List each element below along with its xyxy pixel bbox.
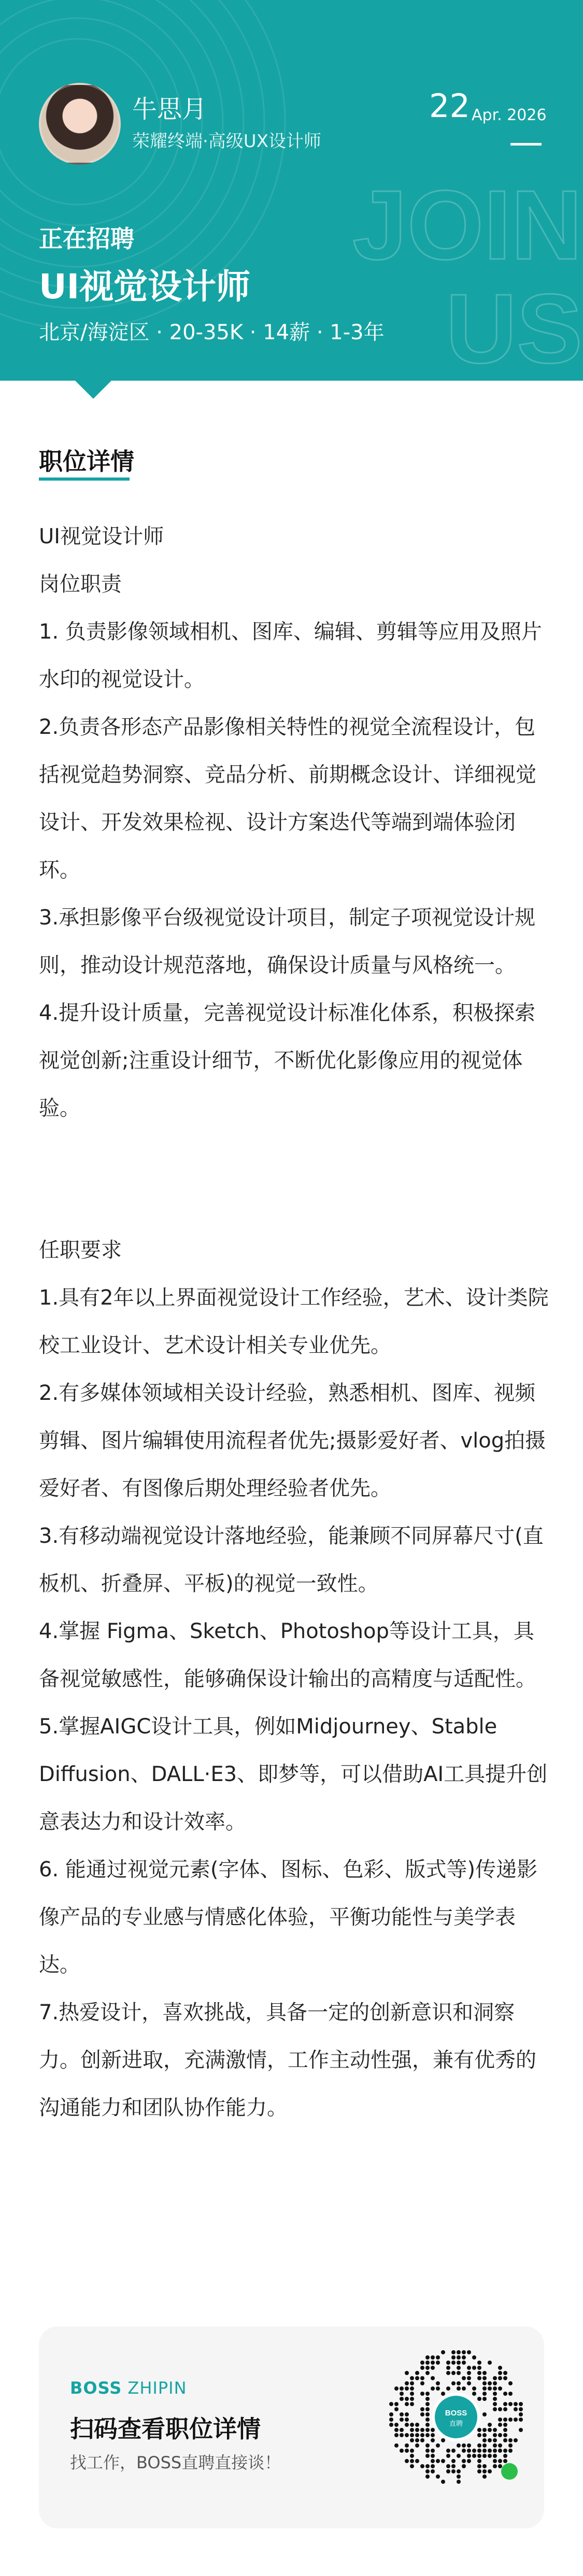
qr-dot xyxy=(493,2459,497,2463)
qr-dot xyxy=(420,2464,424,2468)
qr-dot xyxy=(420,2392,424,2396)
qr-dot xyxy=(420,2412,424,2416)
qr-dot xyxy=(451,2361,456,2365)
qr-dot xyxy=(410,2423,414,2427)
qr-dot xyxy=(446,2449,450,2453)
qr-dot xyxy=(457,2355,461,2360)
qr-dot xyxy=(425,2361,430,2365)
qr-dot xyxy=(488,2428,492,2432)
qr-dot xyxy=(498,2376,502,2380)
qr-dot xyxy=(410,2449,414,2453)
qr-dot xyxy=(503,2402,507,2406)
qr-dot xyxy=(405,2423,409,2427)
qr-dot xyxy=(425,2464,430,2468)
qr-center-label-sub: 直聘 xyxy=(449,2420,463,2428)
qr-dot xyxy=(405,2433,409,2437)
qr-dot xyxy=(488,2423,492,2427)
qr-dot xyxy=(477,2397,481,2401)
qr-dot xyxy=(488,2454,492,2458)
qr-dot xyxy=(472,2366,476,2370)
qr-dot xyxy=(389,2412,393,2416)
qr-dot xyxy=(498,2423,502,2427)
qr-dot xyxy=(477,2459,481,2463)
qr-dot xyxy=(425,2397,430,2401)
qr-dot xyxy=(493,2386,497,2391)
duty-item: 4.提升设计质量，完善视觉设计标准化体系，积极探索视觉创新;注重设计细节，不断优化影像应用的视觉体验。 xyxy=(39,1001,536,1120)
qr-dot xyxy=(405,2397,409,2401)
qr-dot xyxy=(462,2361,466,2365)
qr-dot xyxy=(482,2386,487,2391)
qr-dot xyxy=(477,2469,481,2473)
qr-dot xyxy=(457,2443,461,2448)
qr-dot xyxy=(431,2438,435,2442)
qr-dot xyxy=(498,2371,502,2375)
qr-dot xyxy=(503,2423,507,2427)
qr-dot xyxy=(410,2433,414,2437)
qr-dot xyxy=(410,2464,414,2468)
qr-dot xyxy=(410,2376,414,2380)
job-title: UI视觉设计师 xyxy=(39,267,251,307)
job-header xyxy=(0,0,583,381)
qr-dot xyxy=(420,2428,424,2432)
qr-dot xyxy=(462,2449,466,2453)
qr-dot xyxy=(514,2407,518,2411)
qr-dot xyxy=(508,2402,513,2406)
requirement-item: 5.掌握AIGC设计工具，例如Midjourney、Stable Diffusion、DALL·E3、即梦等，可以借助AI工具提升创意表达力和设计效率。 xyxy=(39,1715,548,1834)
qr-dot xyxy=(436,2386,440,2391)
scan-subtitle: 找工作，BOSS直聘直接谈！ xyxy=(70,2453,281,2472)
qr-dot xyxy=(462,2355,466,2360)
qr-dot xyxy=(394,2423,399,2427)
qr-dot xyxy=(503,2418,507,2422)
qr-dot xyxy=(405,2443,409,2448)
qr-dot xyxy=(405,2418,409,2422)
qr-dot xyxy=(498,2459,502,2463)
qr-dot xyxy=(503,2433,507,2437)
qr-dot xyxy=(446,2366,450,2370)
qr-dot xyxy=(508,2438,513,2442)
qr-dot xyxy=(488,2449,492,2453)
qr-dot xyxy=(477,2433,481,2437)
qr-dot xyxy=(472,2454,476,2458)
qr-dot xyxy=(457,2381,461,2385)
qr-dot xyxy=(436,2459,440,2463)
qr-dot xyxy=(493,2407,497,2411)
qr-dot xyxy=(431,2355,435,2360)
qr-dot xyxy=(493,2449,497,2453)
qr-dot xyxy=(493,2428,497,2432)
qr-dot xyxy=(493,2381,497,2385)
qr-dot xyxy=(482,2381,487,2385)
qr-dot xyxy=(420,2407,424,2411)
qr-dot xyxy=(493,2397,497,2401)
qr-dot xyxy=(451,2350,456,2354)
qr-dot xyxy=(488,2361,492,2365)
qr-center-label: BOSS xyxy=(445,2409,467,2418)
qr-dot xyxy=(457,2474,461,2479)
qr-dot xyxy=(420,2361,424,2365)
qr-dot xyxy=(498,2386,502,2391)
header-notch xyxy=(75,381,111,399)
qr-dot xyxy=(462,2386,466,2391)
qr-dot xyxy=(508,2449,513,2453)
qr-dot xyxy=(508,2443,513,2448)
qr-dot xyxy=(467,2371,471,2375)
qr-dot xyxy=(425,2402,430,2406)
qr-dot xyxy=(389,2423,393,2427)
qr-dot xyxy=(498,2418,502,2422)
qr-dot xyxy=(493,2454,497,2458)
qr-dot xyxy=(477,2361,481,2365)
qr-dot xyxy=(410,2459,414,2463)
qr-dot xyxy=(425,2392,430,2396)
qr-dot xyxy=(436,2355,440,2360)
qr-dot xyxy=(467,2376,471,2380)
qr-dot xyxy=(462,2443,466,2448)
qr-dot xyxy=(425,2371,430,2375)
hiring-label: 正在招聘 xyxy=(39,225,134,253)
qr-dot xyxy=(482,2428,487,2432)
qr-dot xyxy=(405,2371,409,2375)
qr-dot xyxy=(415,2376,419,2380)
qr-dot xyxy=(441,2350,445,2354)
boss-zhipin-logo: BOSS ZHIPIN xyxy=(70,2378,187,2398)
qr-dot xyxy=(503,2459,507,2463)
qr-dot xyxy=(493,2392,497,2396)
qr-dot xyxy=(431,2459,435,2463)
qr-dot xyxy=(482,2438,487,2442)
qr-dot xyxy=(451,2449,456,2453)
qr-dot xyxy=(488,2386,492,2391)
qr-dot xyxy=(420,2433,424,2437)
qr-dot xyxy=(425,2433,430,2437)
qr-dot xyxy=(436,2443,440,2448)
qr-dot xyxy=(431,2464,435,2468)
qr-dot xyxy=(467,2443,471,2448)
role-name: UI视觉设计师 xyxy=(39,525,164,548)
qr-dot xyxy=(441,2480,445,2484)
qr-dot xyxy=(410,2386,414,2391)
qr-dot xyxy=(451,2371,456,2375)
qr-dot xyxy=(514,2418,518,2422)
qr-dot xyxy=(425,2449,430,2453)
qr-dot xyxy=(451,2464,456,2468)
qr-dot xyxy=(503,2407,507,2411)
qr-dot xyxy=(514,2438,518,2442)
qr-dot xyxy=(457,2469,461,2473)
qr-dot xyxy=(482,2412,487,2416)
requirements-heading: 任职要求 xyxy=(39,1238,122,1262)
qr-dot xyxy=(482,2469,487,2473)
requirement-item: 2.有多媒体领域相关设计经验，熟悉相机、图库、视频剪辑、图片编辑使用流程者优先;摄影爱好者、vlog拍摄爱好者、有图像后期处理经验者优先。 xyxy=(39,1381,546,1500)
qr-dot xyxy=(394,2433,399,2437)
qr-dot xyxy=(394,2402,399,2406)
date-day: 22 xyxy=(429,87,470,125)
qr-dot xyxy=(467,2454,471,2458)
qr-dot xyxy=(405,2449,409,2453)
qr-dot xyxy=(493,2443,497,2448)
duty-item: 3.承担影像平台级视觉设计项目，制定子项视觉设计规则，推动设计规范落地，确保设计质量与风格统一。 xyxy=(39,906,536,977)
qr-dot xyxy=(431,2366,435,2370)
qr-dot xyxy=(498,2464,502,2468)
qr-dot xyxy=(482,2443,487,2448)
qr-dot xyxy=(519,2407,523,2411)
qr-dot xyxy=(436,2474,440,2479)
qr-dot xyxy=(405,2402,409,2406)
qr-dot xyxy=(462,2459,466,2463)
author-name: 牛思月 xyxy=(132,95,207,124)
qr-dot xyxy=(446,2464,450,2468)
requirement-item: 3.有移动端视觉设计落地经验，能兼顾不同屏幕尺寸(直板机、折叠屏、平板)的视觉一致性。 xyxy=(39,1524,544,1596)
qr-dot xyxy=(405,2381,409,2385)
qr-dot xyxy=(488,2438,492,2442)
qr-dot xyxy=(415,2443,419,2448)
qr-dot xyxy=(467,2350,471,2354)
qr-dot xyxy=(425,2418,430,2422)
qr-dot xyxy=(488,2381,492,2385)
scan-card[interactable] xyxy=(39,2326,544,2528)
qr-dot xyxy=(425,2474,430,2479)
qr-dot xyxy=(482,2464,487,2468)
qr-dot xyxy=(431,2449,435,2453)
qr-dot xyxy=(503,2376,507,2380)
qr-dot xyxy=(415,2428,419,2432)
qr-dot xyxy=(477,2428,481,2432)
qr-dot xyxy=(482,2474,487,2479)
qr-dot xyxy=(472,2392,476,2396)
qr-dot xyxy=(493,2464,497,2468)
qr-dot xyxy=(420,2376,424,2380)
qr-dot xyxy=(498,2433,502,2437)
qr-dot xyxy=(508,2392,513,2396)
qr-dot xyxy=(389,2402,393,2406)
qr-dot xyxy=(394,2428,399,2432)
qr-dot xyxy=(441,2392,445,2396)
qr-dot xyxy=(431,2469,435,2473)
qr-dot xyxy=(477,2454,481,2458)
duty-item: 1. 负责影像领域相机、图库、编辑、剪辑等应用及照片水印的视觉设计。 xyxy=(39,620,542,691)
qr-dot xyxy=(425,2366,430,2370)
qr-dot xyxy=(451,2381,456,2385)
qr-dot xyxy=(410,2454,414,2458)
qr-dot xyxy=(451,2469,456,2473)
qr-dot xyxy=(503,2454,507,2458)
author-avatar xyxy=(39,83,121,165)
qr-dot xyxy=(415,2459,419,2463)
qr-dot xyxy=(457,2480,461,2484)
qr-dot xyxy=(498,2449,502,2453)
requirement-item: 4.掌握 Figma、Sketch、Photoshop等设计工具，具备视觉敏感性，能够确保设计输出的高精度与适配性。 xyxy=(39,1619,536,1691)
qr-dot xyxy=(457,2386,461,2391)
job-details xyxy=(39,513,552,2132)
qr-dot xyxy=(519,2428,523,2432)
scan-title: 扫码查看职位详情 xyxy=(70,2415,261,2443)
qr-dot xyxy=(519,2402,523,2406)
qr-dot xyxy=(394,2386,399,2391)
qr-dot xyxy=(400,2449,404,2453)
watermark-join: JOIN xyxy=(352,170,582,280)
qr-dot xyxy=(457,2366,461,2370)
qr-dot xyxy=(457,2350,461,2354)
qr-dot xyxy=(425,2469,430,2473)
qr-dot xyxy=(493,2376,497,2380)
qr-dot xyxy=(410,2402,414,2406)
qr-dot xyxy=(503,2371,507,2375)
qr-dot xyxy=(425,2412,430,2416)
qr-dot xyxy=(488,2469,492,2473)
qr-dot xyxy=(482,2449,487,2453)
qr-dot xyxy=(477,2449,481,2453)
qr-dot xyxy=(451,2355,456,2360)
qr-dot xyxy=(482,2376,487,2380)
qr-dot xyxy=(451,2459,456,2463)
qr-dot xyxy=(482,2397,487,2401)
qr-dot xyxy=(425,2355,430,2360)
qr-dot xyxy=(493,2402,497,2406)
author-title: 荣耀终端·高级UX设计师 xyxy=(132,131,321,152)
qr-dot xyxy=(462,2376,466,2380)
qr-dot xyxy=(431,2386,435,2391)
qr-dot xyxy=(400,2397,404,2401)
section-title: 职位详情 xyxy=(39,447,134,475)
qr-dot xyxy=(425,2407,430,2411)
qr-dot xyxy=(477,2464,481,2468)
qr-dot xyxy=(436,2381,440,2385)
qr-dot xyxy=(400,2418,404,2422)
qr-dot xyxy=(420,2438,424,2442)
qr-dot xyxy=(477,2366,481,2370)
requirement-item: 7.热爱设计，喜欢挑战，具备一定的创新意识和洞察力。创新进取，充满激情，工作主动性强，兼有优秀的沟通能力和团队协作能力。 xyxy=(39,2001,536,2120)
qr-dot xyxy=(457,2454,461,2458)
qr-dot xyxy=(405,2386,409,2391)
qr-dot xyxy=(420,2366,424,2370)
qr-dot xyxy=(425,2454,430,2458)
qr-dot xyxy=(498,2407,502,2411)
qr-dot xyxy=(467,2366,471,2370)
qr-dot xyxy=(389,2418,393,2422)
qr-dot xyxy=(467,2459,471,2463)
qr-dot xyxy=(420,2381,424,2385)
qr-dot xyxy=(394,2443,399,2448)
qr-dot xyxy=(405,2412,409,2416)
qr-dot xyxy=(493,2433,497,2437)
qr-dot xyxy=(467,2381,471,2385)
qr-dot xyxy=(472,2386,476,2391)
spacer xyxy=(39,1132,552,1226)
qr-dot xyxy=(493,2438,497,2442)
date-month-year: Apr. 2026 xyxy=(472,106,547,124)
qr-dot xyxy=(410,2428,414,2432)
qr-dot xyxy=(477,2371,481,2375)
qr-dot xyxy=(519,2418,523,2422)
date-underline xyxy=(510,143,542,146)
qr-dot xyxy=(446,2469,450,2473)
qr-dot xyxy=(462,2350,466,2354)
section-underline xyxy=(39,477,130,481)
qr-dot xyxy=(431,2454,435,2458)
qr-dot xyxy=(400,2433,404,2437)
qr-dot xyxy=(410,2397,414,2401)
qr-dot xyxy=(508,2418,513,2422)
qr-dot xyxy=(441,2459,445,2463)
qr-dot xyxy=(503,2392,507,2396)
qr-dot xyxy=(519,2412,523,2416)
qr-dot xyxy=(508,2381,513,2385)
qr-dot xyxy=(400,2428,404,2432)
qr-dot xyxy=(482,2371,487,2375)
qr-dot xyxy=(431,2433,435,2437)
qr-dot xyxy=(498,2366,502,2370)
qr-dot xyxy=(425,2423,430,2427)
job-meta: 北京/海淀区 · 20-35K · 14薪 · 1-3年 xyxy=(39,321,385,344)
qr-dot xyxy=(415,2438,419,2442)
qr-dot xyxy=(415,2371,419,2375)
qr-dot xyxy=(472,2449,476,2453)
qr-dot xyxy=(415,2433,419,2437)
qr-dot xyxy=(425,2443,430,2448)
qr-dot xyxy=(477,2443,481,2448)
qr-dot xyxy=(405,2459,409,2463)
qr-dot xyxy=(446,2361,450,2365)
qr-dot xyxy=(514,2402,518,2406)
qr-dot xyxy=(498,2443,502,2448)
duties-heading: 岗位职责 xyxy=(39,572,122,596)
qr-dot xyxy=(394,2407,399,2411)
qr-dot xyxy=(446,2371,450,2375)
qr-dot xyxy=(410,2381,414,2385)
qr-dot xyxy=(503,2428,507,2432)
watermark-us: US xyxy=(446,274,582,381)
qr-dot xyxy=(400,2392,404,2396)
qr-dot xyxy=(482,2454,487,2458)
qr-dot xyxy=(446,2454,450,2458)
qr-code-icon[interactable] xyxy=(386,2347,526,2487)
qr-dot xyxy=(415,2423,419,2427)
qr-dot xyxy=(482,2433,487,2437)
qr-dot xyxy=(457,2361,461,2365)
qr-dot xyxy=(431,2376,435,2380)
qr-dot xyxy=(467,2449,471,2453)
qr-dot xyxy=(400,2386,404,2391)
qr-dot xyxy=(446,2386,450,2391)
qr-dot xyxy=(472,2355,476,2360)
qr-dot xyxy=(462,2464,466,2468)
requirement-item: 1.具有2年以上界面视觉设计工作经验，艺术、设计类院校工业设计、艺术设计相关专业优先。 xyxy=(39,1286,549,1357)
duty-item: 2.负责各形态产品影像相关特性的视觉全流程设计，包括视觉趋势洞察、竞品分析、前期概念设计、详细视觉设计、开发效果检视、设计方案迭代等端到端体验闭环。 xyxy=(39,715,536,882)
qr-dot xyxy=(457,2371,461,2375)
qr-dot xyxy=(482,2392,487,2396)
qr-dot xyxy=(503,2449,507,2453)
qr-dot xyxy=(425,2428,430,2432)
qr-dot xyxy=(503,2438,507,2442)
qr-dot xyxy=(410,2392,414,2396)
qr-dot xyxy=(400,2412,404,2416)
qr-dot xyxy=(441,2438,445,2442)
qr-dot xyxy=(410,2438,414,2442)
qr-dot xyxy=(477,2376,481,2380)
requirement-item: 6. 能通过视觉元素(字体、图标、色彩、版式等)传递影像产品的专业感与情感化体验，平衡功能性与美学表达。 xyxy=(39,1858,538,1977)
qr-dot xyxy=(431,2428,435,2432)
qr-dot xyxy=(436,2361,440,2365)
qr-dot xyxy=(431,2361,435,2365)
